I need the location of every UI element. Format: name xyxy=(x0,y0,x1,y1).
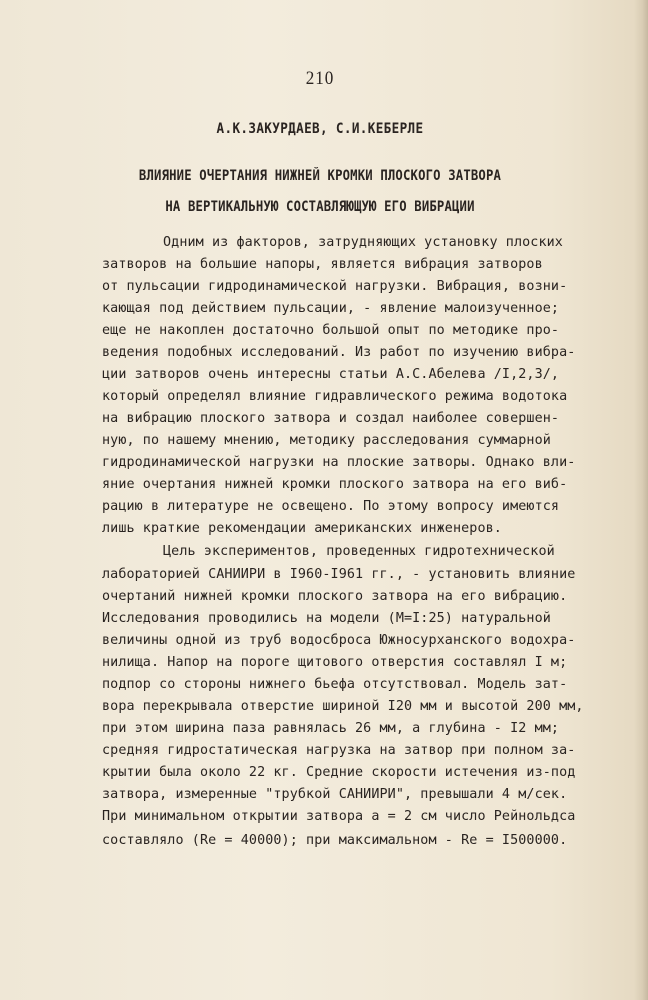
body-line-23: при этом ширина паза равнялась 26 мм, а глубина - I2 мм; xyxy=(102,721,560,736)
body-line-2: затворов на большие напоры, является вибрация затворов xyxy=(102,257,543,272)
body-line-1: Одним из факторов, затрудняющих установку плоских xyxy=(163,235,563,250)
body-line-4: кающая под действием пульсации, - явление малоизученное; xyxy=(102,301,560,316)
body-line-6: ведения подобных исследований. Из работ по изучению вибра- xyxy=(102,345,576,360)
page-edge-shadow xyxy=(634,0,648,1000)
body-line-20: нилища. Напор на пороге щитового отверстия составлял I м; xyxy=(102,655,568,670)
body-line-18: Исследования проводились на модели (M=I:25) натуральной xyxy=(102,611,551,626)
body-line-25: крытии была около 22 кг. Средние скорости истечения из-под xyxy=(102,765,576,780)
body-line-7: ции затворов очень интересны статьи А.С.Абелева /I,2,3/, xyxy=(102,367,560,382)
title-line-1: ВЛИЯНИЕ ОЧЕРТАНИЯ НИЖНЕЙ КРОМКИ ПЛОСКОГО ЗАТВОРА xyxy=(138,168,502,184)
body-line-15: Цель экспериментов, проведенных гидротехнической xyxy=(163,544,555,559)
body-line-10: ную, по нашему мнению, методику расследования суммарной xyxy=(102,433,551,448)
body-line-24: средняя гидростатическая нагрузка на затвор при полном за- xyxy=(102,743,576,758)
body-line-8: который определял влияние гидравлического режима водотока xyxy=(102,389,568,404)
body-line-22: вора перекрывала отверстие шириной I20 мм и высотой 200 мм, xyxy=(102,699,584,714)
body-line-5: еще не накоплен достаточно большой опыт по методике про- xyxy=(102,323,560,338)
body-line-11: гидродинамической нагрузки на плоские затворы. Однако вли- xyxy=(102,455,576,470)
body-line-26: затвора, измеренные "трубкой САНИИРИ", превышали 4 м/сек. xyxy=(102,787,568,802)
body-line-13: рацию в литературе не освещено. По этому вопросу имеются xyxy=(102,499,560,514)
body-line-9: на вибрацию плоского затвора и создал наиболее совершен- xyxy=(102,411,560,426)
body-line-3: от пульсации гидродинамической нагрузки. Вибрация, возни- xyxy=(102,279,568,294)
body-line-28: составляло (Re = 40000); при максимальном - Re = I500000. xyxy=(102,833,568,848)
body-line-16: лабораторией САНИИРИ в I960-I961 гг., - установить влияние xyxy=(102,567,576,582)
body-line-17: очертаний нижней кромки плоского затвора на его вибрацию. xyxy=(102,589,568,604)
body-line-12: яние очертания нижней кромки плоского затвора на его виб- xyxy=(102,477,568,492)
authors-line: А.К.ЗАКУРДАЕВ, С.И.КЕБЕРЛЕ xyxy=(216,121,424,137)
body-line-19: величины одной из труб водосброса Южносурханского водохра- xyxy=(102,633,576,648)
body-line-27: При минимальном открытии затвора a = 2 см число Рейнольдса xyxy=(102,809,576,824)
page-number: 210 xyxy=(305,68,335,89)
body-line-14: лишь краткие рекомендации американских инженеров. xyxy=(102,521,502,536)
title-line-2: НА ВЕРТИКАЛЬНУЮ СОСТАВЛЯЮЩУЮ ЕГО ВИБРАЦИИ xyxy=(165,199,475,215)
body-line-21: подпор со стороны нижнего бьефа отсутствовал. Модель зат- xyxy=(102,677,568,692)
